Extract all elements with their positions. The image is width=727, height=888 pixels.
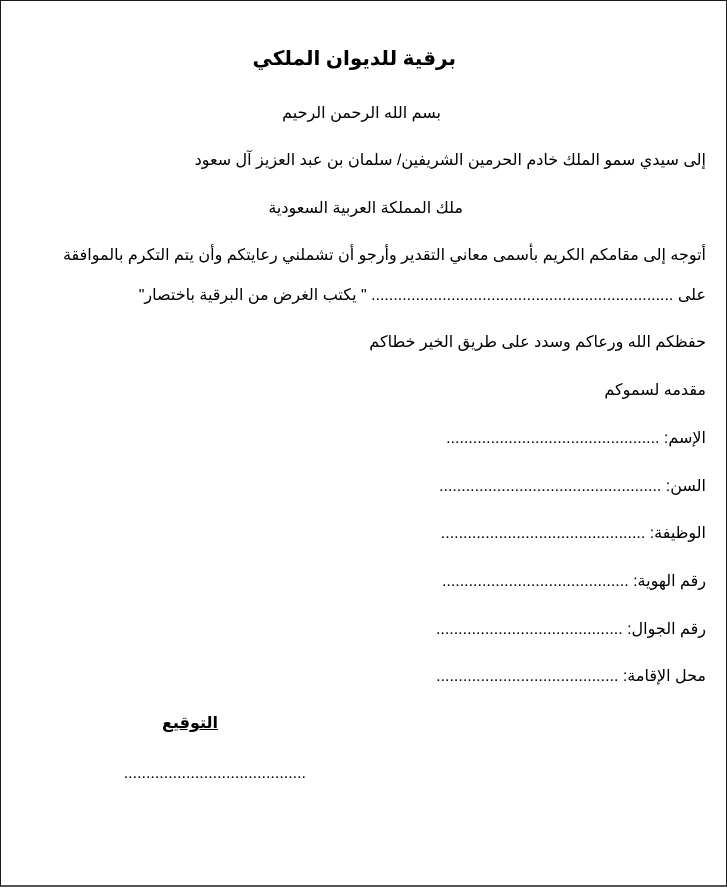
submitted-by: مقدمه لسموكم [604, 382, 706, 399]
job-field: الوظيفة: .............................................. [440, 525, 706, 542]
age-field: السن: .................................................. [439, 478, 706, 495]
residence-field: محل الإقامة: ......................................... [436, 668, 706, 685]
recipient-title: ملك المملكة العربية السعودية [268, 200, 463, 217]
closing-line: حفظكم الله ورعاكم وسدد على طريق الخير خطاكم [369, 334, 706, 351]
signature-label: التوقيع [162, 715, 218, 732]
name-field: الإسم: ................................................ [446, 430, 706, 447]
body-line-1: أتوجه إلى مقامكم الكريم بأسمى معاني التقدير وأرجو أن تشملني رعايتكم وأن يتم التكرم بالموافقة [62, 247, 706, 264]
document-title: برقية للديوان الملكي [252, 48, 456, 70]
basmala: بسم الله الرحمن الرحيم [282, 105, 441, 122]
body-line-2: على .................................................................... " يكتب الغرض من البرقية باختصار" [138, 287, 706, 304]
id-number-field: رقم الهوية: .......................................... [441, 573, 706, 590]
signature-line: ......................................... [123, 765, 306, 782]
recipient-line: إلى سيدي سمو الملك خادم الحرمين الشريفين/ سلمان بن عبد العزيز آل سعود [194, 152, 706, 169]
mobile-field: رقم الجوال: .......................................... [435, 621, 706, 638]
